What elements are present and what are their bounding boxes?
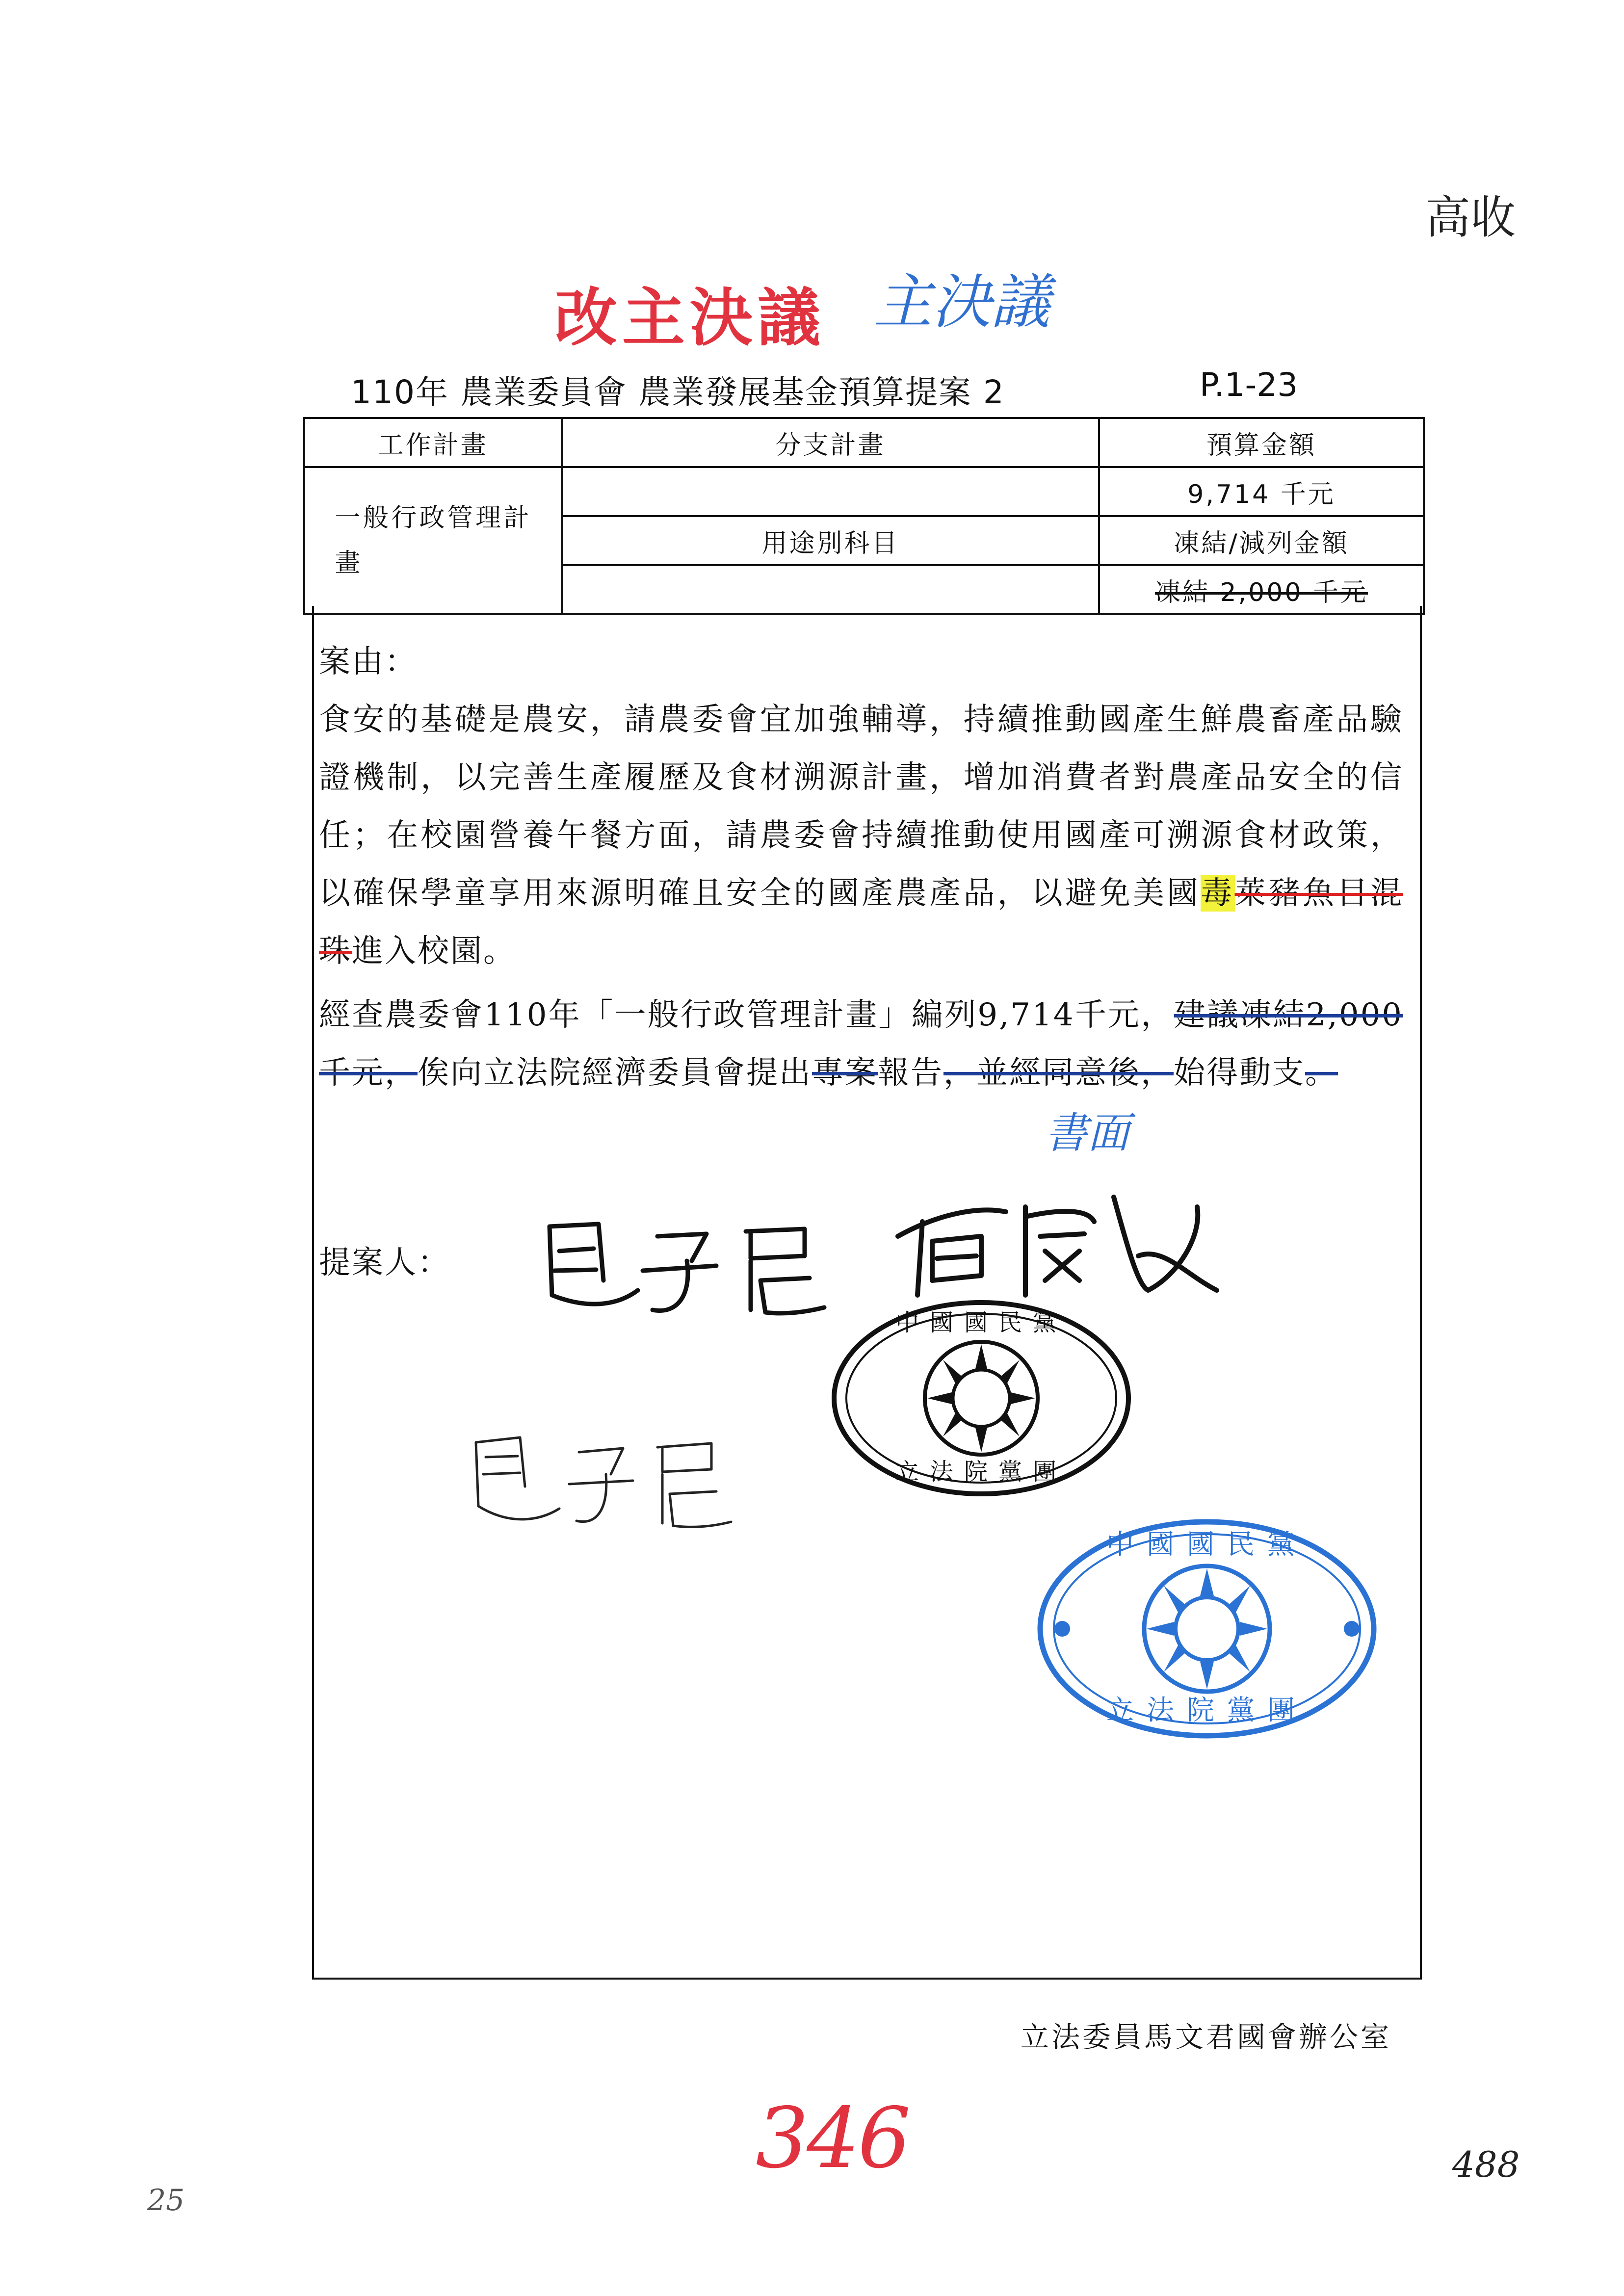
signature-1 <box>530 1197 844 1344</box>
proposer-label: 提案人： <box>319 1245 450 1281</box>
reason-paragraph: 食安的基礎是農安，請農委會宜加強輔導，持續推動國產生鮮農畜產品驗證機制，以完善生產履歷及食材溯源計畫，增加消費者對農產品安全的信任；在校園營養午餐方面，請農委會持續推動使用國產可溯源食材政策，以確保學童享用來源明確且安全的國產農產品，以避免美國毒萊豬魚目混珠進入校園。 <box>319 702 1404 969</box>
bottom-right-number: 488 <box>1452 2144 1520 2185</box>
work-plan-value: 一般行政管理計畫 <box>304 467 562 614</box>
stamp-top-text: 中國國民黨 <box>895 1309 1068 1336</box>
handwritten-note-top-right: 高收 <box>1425 191 1516 244</box>
handwritten-insert: 書面 <box>1045 1109 1129 1158</box>
blue-handwritten-title: 主決議 <box>873 268 1050 337</box>
document-header-title: 110年 農業委員會 農業發展基金預算提案 2 <box>351 373 1005 411</box>
header-budget: 預算金額 <box>1099 418 1424 467</box>
party-caucus-stamp-blue <box>1030 1513 1384 1744</box>
bottom-left-mark: 25 <box>147 2183 185 2218</box>
freeze-value: 凍結 2,000 千元 <box>1099 565 1424 614</box>
signature-3 <box>461 1413 746 1550</box>
highlighted-word: 毒 <box>1201 875 1235 912</box>
budget-table <box>303 417 1425 615</box>
header-work-plan: 工作計畫 <box>304 418 562 467</box>
usage-label: 用途別科目 <box>562 516 1099 565</box>
funding-paragraph: 經查農委會110年「一般行政管理計畫」編列9,714千元，建議凍結2,000千元，俟向立法院經濟委員會提出專案報告，並經同意後，始得動支。 <box>319 997 1404 1091</box>
stamp-top-text-blue: 中國國民黨 <box>1106 1529 1308 1561</box>
page-reference: P.1-23 <box>1200 366 1298 404</box>
struck-consent-phrase: ，並經同意後， <box>943 1055 1174 1091</box>
freeze-label: 凍結/減列金額 <box>1099 516 1424 565</box>
stamp-bottom-text: 立法院黨團 <box>895 1458 1068 1486</box>
sub-plan-value <box>562 467 1099 516</box>
reason-label: 案由： <box>319 644 418 680</box>
struck-special-phrase: 專案 <box>812 1055 878 1091</box>
budget-value: 9,714 千元 <box>1099 467 1424 516</box>
office-footer: 立法委員馬文君國會辦公室 <box>1021 2020 1392 2054</box>
party-caucus-stamp-black <box>824 1295 1138 1501</box>
header-sub-plan: 分支計畫 <box>562 418 1099 467</box>
struck-phrase: 萊豬魚目混珠 <box>319 875 1404 969</box>
struck-freeze-phrase: 建議凍結2,000千元， <box>319 997 1404 1091</box>
red-stamp-title: 改主決議 <box>554 282 826 355</box>
stamp-bottom-text-blue: 立法院黨團 <box>1106 1695 1308 1726</box>
handwritten-page-number: 346 <box>756 2090 909 2187</box>
signature-2 <box>883 1177 1227 1305</box>
